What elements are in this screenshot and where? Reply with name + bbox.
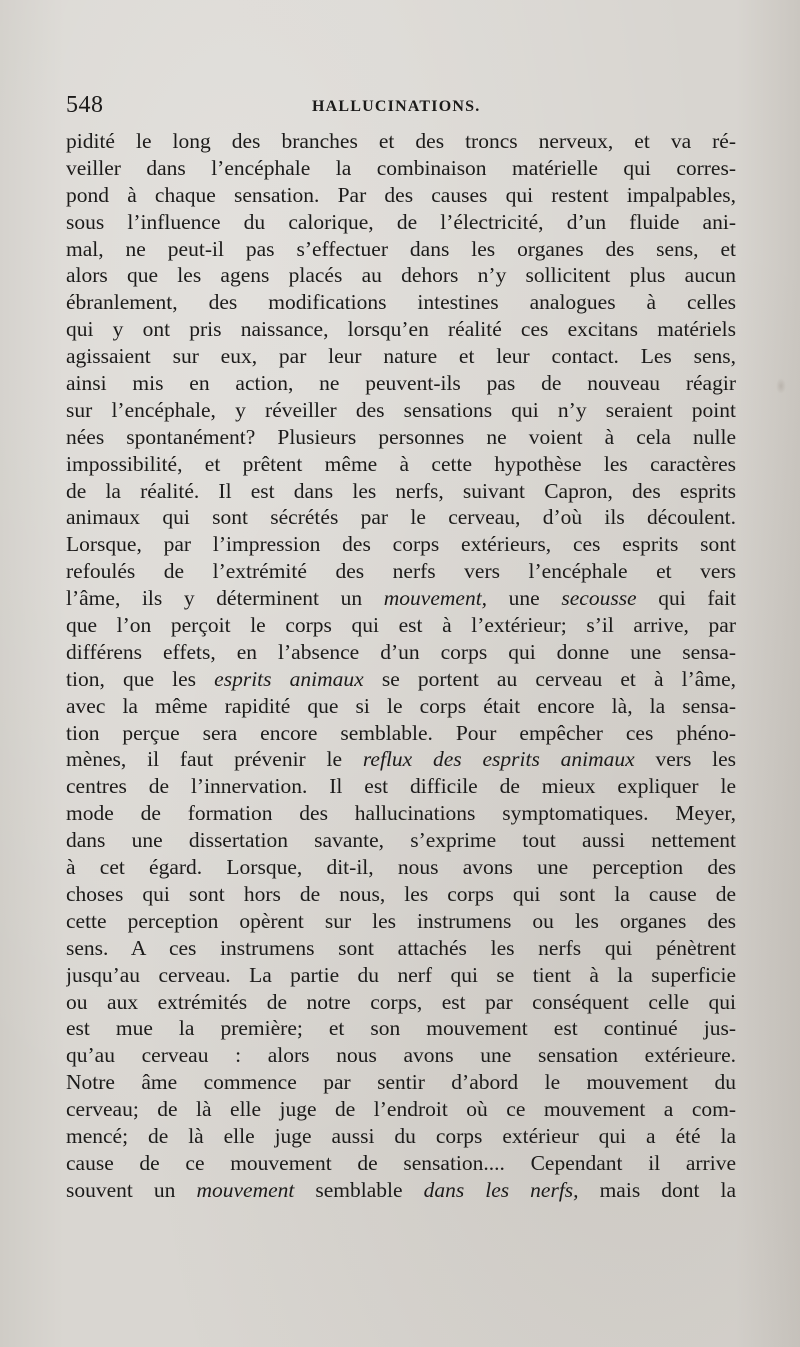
text-line (66, 720, 736, 747)
text-line (66, 1177, 736, 1204)
text-line (66, 854, 736, 881)
text-segment: mode de formation des hallucinations symptomatiques. Meyer, (66, 801, 736, 826)
text-line (66, 827, 736, 854)
text-line (66, 1015, 736, 1042)
text-line (66, 1096, 736, 1123)
text-segment: qu’au cerveau : alors nous avons une sensation extérieure. (66, 1043, 736, 1068)
text-segment: l’âme, ils y déterminent un (66, 586, 384, 611)
text-line (66, 585, 736, 612)
text-segment: mènes, il faut prévenir le (66, 747, 363, 772)
text-line (66, 612, 736, 639)
text-segment: est mue la première; et son mouvement est continué jus- (66, 1016, 736, 1041)
text-line (66, 451, 736, 478)
text-line (66, 209, 736, 236)
text-line (66, 531, 736, 558)
text-line (66, 343, 736, 370)
text-line (66, 666, 736, 693)
text-line (66, 504, 736, 531)
text-line (66, 935, 736, 962)
text-segment: sous l’influence du calorique, de l’électricité, d’un fluide ani- (66, 209, 736, 234)
text-segment: mal, ne peut-il pas s’effectuer dans les organes des sens, et (66, 236, 736, 261)
text-segment: mencé; de là elle juge aussi du corps extérieur qui a été la (66, 1123, 736, 1148)
text-segment: pidité le long des branches et des troncs nerveux, et va ré- (66, 129, 736, 153)
text-line (66, 989, 736, 1016)
running-head (66, 92, 736, 122)
text-segment: sens. A ces instrumens sont attachés les nerfs qui pénètrent (66, 935, 736, 960)
text-segment: jusqu’au cerveau. La partie du nerf qui se tient à la superficie (66, 962, 736, 987)
body-text (66, 128, 736, 1204)
italic-segment: mouvement, (383, 586, 488, 611)
text-line (66, 639, 736, 666)
text-segment: alors que les agens placés au dehors n’y sollicitent plus aucun (66, 263, 736, 288)
text-segment: tion perçue sera encore semblable. Pour empêcher ces phéno- (66, 720, 736, 745)
text-segment: impossibilité, et prêtent même à cette hypothèse les caractères (66, 451, 736, 476)
running-title: HALLUCINATIONS. (312, 98, 481, 115)
text-segment: mais dont la (578, 1177, 736, 1202)
text-segment: Notre âme commence par sentir d’abord le mouvement du (66, 1070, 736, 1095)
paper-stain (776, 378, 786, 394)
text-segment: que l’on perçoit le corps qui est à l’extérieur; s’il arrive, par (66, 613, 736, 638)
text-line (66, 155, 736, 182)
text-line (66, 558, 736, 585)
text-line (66, 397, 736, 424)
text-segment: dans une dissertation savante, s’exprime tout aussi nettement (66, 828, 736, 853)
text-line (66, 1069, 736, 1096)
text-line (66, 881, 736, 908)
text-segment: animaux qui sont sécrétés par le cerveau, d’où ils découlent. (66, 505, 736, 530)
text-segment: sur l’encéphale, y réveiller des sensations qui n’y seraient point (66, 397, 736, 422)
text-line (66, 1150, 736, 1177)
text-segment: cette perception opèrent sur les instrumens ou les organes des (66, 908, 736, 933)
italic-segment: mouvement (196, 1177, 295, 1202)
text-segment: vers les (634, 747, 736, 772)
text-segment: qui y ont pris naissance, lorsqu’en réalité ces excitans matériels (66, 317, 736, 342)
italic-segment: reflux des esprits animaux (362, 747, 635, 772)
text-line (66, 773, 736, 800)
text-segment: tion, que les (66, 666, 215, 691)
text-segment: refoulés de l’extrémité des nerfs vers l’encéphale et vers (66, 559, 736, 584)
text-segment: veiller dans l’encéphale la combinaison matérielle qui corres- (66, 155, 736, 180)
text-line (66, 1042, 736, 1069)
text-segment: à cet égard. Lorsque, dit-il, nous avons une perception des (66, 855, 736, 880)
text-segment: différens effets, en l’absence d’un corps qui donne une sensa- (66, 639, 736, 664)
text-segment: centres de l’innervation. Il est difficile de mieux expliquer le (66, 774, 736, 799)
text-line (66, 800, 736, 827)
text-line (66, 316, 736, 343)
text-line (66, 182, 736, 209)
text-line (66, 424, 736, 451)
text-segment: qui fait (636, 586, 736, 611)
text-segment: cerveau; de là elle juge de l’endroit où ce mouvement a com- (66, 1097, 736, 1122)
text-line (66, 262, 736, 289)
text-segment: une (487, 586, 562, 611)
text-line (66, 962, 736, 989)
text-segment: ainsi mis en action, ne peuvent-ils pas de nouveau réagir (66, 371, 736, 396)
text-segment: semblable (294, 1177, 424, 1202)
text-segment: souvent un (66, 1177, 197, 1202)
text-segment: agissaient sur eux, par leur nature et leur contact. Les sens, (66, 344, 736, 369)
text-segment: cause de ce mouvement de sensation.... Cependant il arrive (66, 1150, 736, 1175)
text-line (66, 289, 736, 316)
text-line (66, 746, 736, 773)
text-line (66, 478, 736, 505)
text-segment: nées spontanément? Plusieurs personnes ne voient à cela nulle (66, 424, 736, 449)
text-segment: Lorsque, par l’impression des corps extérieurs, ces esprits sont (66, 532, 736, 557)
text-line (66, 693, 736, 720)
text-line (66, 1123, 736, 1150)
text-segment: ébranlement, des modifications intestines analogues à celles (66, 290, 736, 315)
text-line (66, 908, 736, 935)
text-segment: se portent au cerveau et à l’âme, (363, 666, 736, 691)
text-segment: choses qui sont hors de nous, les corps qui sont la cause de (66, 881, 736, 906)
text-segment: ou aux extrémités de notre corps, est par conséquent celle qui (66, 989, 736, 1014)
text-segment: pond à chaque sensation. Par des causes qui restent impalpables, (66, 182, 736, 207)
text-segment: avec la même rapidité que si le corps était encore là, la sensa- (66, 693, 736, 718)
text-line (66, 236, 736, 263)
text-line (66, 370, 736, 397)
italic-segment: esprits animaux (214, 666, 364, 691)
text-segment: de la réalité. Il est dans les nerfs, suivant Capron, des esprits (66, 478, 736, 503)
italic-segment: dans les nerfs, (423, 1177, 579, 1202)
page-number: 548 (66, 92, 104, 118)
text-line (66, 128, 736, 155)
italic-segment: secousse (561, 586, 637, 611)
